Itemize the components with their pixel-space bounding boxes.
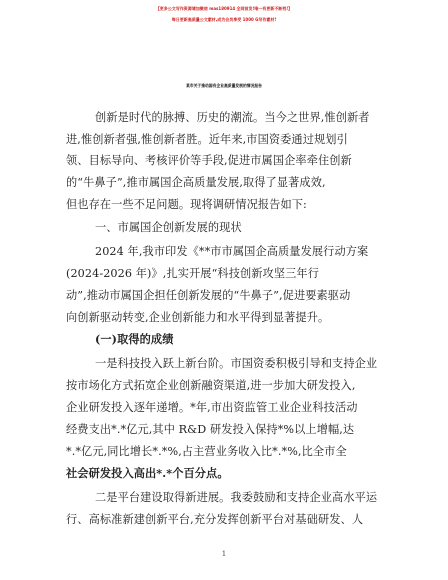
p2-line-1: 2024 年,我市印发《**市市属国企高质量发展行动方案 xyxy=(95,245,369,258)
p4-line-1: 二是平台建设取得新进展。我委鼓励和支持企业高水平运 xyxy=(95,491,378,504)
promo-banner-line-2: 每日更新高质量公文素材,成为会员享受 1000 G写作素材! xyxy=(171,17,277,22)
intro-line-1: 创新是时代的脉搏、历史的潮流。当今之世界,惟创新者 xyxy=(95,111,370,124)
p2-line-2: (2024-2026 年)》,扎实开展“科技创新攻坚三年行 xyxy=(66,267,319,280)
p3-line-5: *.*亿元,同比增长*.*%,占主营业务收入比*.*%,比全市全 xyxy=(66,445,347,458)
intro-line-2: 进,惟创新者强,惟创新者胜。近年来,市国资委通过规划引 xyxy=(66,133,348,146)
p2-line-4: 向创新驱动转变,企业创新能力和水平得到显著提升。 xyxy=(66,311,330,324)
p3-line-3: 企业研发投入逐年递增。*年,市出资监管工业企业科技活动 xyxy=(66,401,358,414)
p3-line-2: 按市场化方式拓宽企业创新融资渠道,进一步加大研发投入, xyxy=(66,379,356,392)
promo-banner-line-1: 【更多公文写作资源请加微信 mas180914 全网首发!唯一有更新不断档!】 xyxy=(155,6,293,11)
section-heading-1: 一、市属国企创新发展的现状 xyxy=(95,221,242,234)
p4-line-2: 行、高标准新建创新平台,充分发挥创新平台对基础研发、人 xyxy=(66,513,364,526)
intro-line-5: 但也存在一些不足问题。现将调研情况报告如下: xyxy=(66,198,307,211)
p3-line-1: 一是科技投入跃上新台阶。市国资委积极引导和支持企业 xyxy=(95,357,378,370)
intro-line-3: 领、目标导向、考核评价等手段,促进市属国企率牵住创新 xyxy=(66,154,352,167)
p3-line-4: 经费支出*.*亿元,其中 R&D 研发投入保持*%以上增幅,达 xyxy=(66,423,355,436)
intro-line-4: 的“牛鼻子”,推市属国企高质量发展,取得了显著成效, xyxy=(66,176,326,189)
page-number: 1 xyxy=(221,550,227,558)
p3-line-6: 社会研发投入高出*.*个百分点。 xyxy=(66,466,229,480)
document-title: 某市关于推动国有企业高质量发展的情况报告 xyxy=(186,83,262,88)
p2-line-3: 动”,推动市属国企担任创新发展的“牛鼻子”,促进要素驱动 xyxy=(66,289,351,302)
sub-heading: (一)取得的成绩 xyxy=(95,332,174,346)
